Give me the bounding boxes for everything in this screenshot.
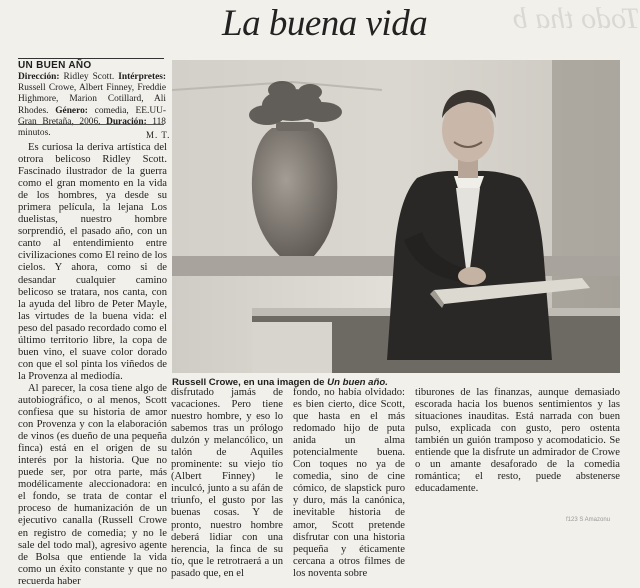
- paragraph: fondo, no había olvidado: es bien cierto, dice Scott, que hasta en el más redomado hijo de puta anida un alma potencialmente buena. Con toques no ya de comedia, sino de cine cómico, de slapstick puro y duro, más la canónica, inevitable historia de amor, Scott pretende disfrutar con una historia pequeña y éticamente cercana a otros filmes de los noventa sobre: [293, 387, 405, 579]
- paragraph: tiburones de las finanzas, aunque demasiado escorada hacia los buenos sentimientos y las situaciones inauditas. Está narrada con buen pulso, explicada con gusto, pero ostenta también un guión tramposo y acomodaticio. Se entiende que la disfrute un admirador de Crowe o un amante desaforado de la comedia romántica; el resto, puede abstenerse educadamente.: [415, 387, 620, 495]
- credit-value-cast: Russell Crowe, Albert Finney, Freddie Highmore, Marion Cotillard, Ali Rhodes.: [18, 83, 166, 116]
- credit-label-cast: Intérpretes:: [118, 72, 167, 82]
- credit-label-direction: Dirección:: [18, 72, 60, 82]
- article-column-3: [293, 387, 405, 580]
- credit-label-genre: Género:: [55, 105, 88, 116]
- scan-watermark: f123 S Amazonu: [566, 517, 611, 523]
- photo-illustration: [172, 60, 620, 373]
- divider: [18, 58, 164, 59]
- headline: La buena vida: [222, 3, 428, 44]
- divider: [18, 124, 164, 125]
- article-column-4: [415, 387, 620, 495]
- caption-text: Russell Crowe, en una imagen de: [172, 377, 328, 388]
- credit-label-duration: Duración:: [106, 116, 147, 127]
- article-column-1: [18, 142, 167, 588]
- author-initials: M. T.: [146, 130, 171, 140]
- credit-value-duration: 118 minutos.: [18, 116, 166, 139]
- caption-film-title: Un buen año.: [327, 377, 388, 388]
- article-column-2: [171, 387, 283, 580]
- film-still-photo: [172, 60, 620, 373]
- credit-value-genre: comedia, EE.UU-Gran Bretaña, 2006.: [18, 105, 167, 127]
- bleed-through-text: Todo tha b: [512, 2, 640, 35]
- paragraph: Es curiosa la deriva artística del otrora belicoso Ridley Scott. Fascinado ilustrador de la guerra como el gran momento en la vida de los hombres, ya desde su primera película, la lejana Los duelistas, nuestro hombre sorprendió, el pasado año, con un canto al entendimiento entre civilizaciones como El reino de los cielos. Y ahora, como si de desandar cualquier camino belicoso se tratara, nos canta, con la ayuda del libro de Peter Mayle, las virtudes de la buena vida: el peso del pasado recordado como el último territorio libre, la copa de buen vino, el suave color dorado con que el sol pinta los viñedos de la Provenza al mediodía.: [18, 142, 167, 382]
- section-label: UN BUEN AÑO: [18, 60, 92, 71]
- paragraph: Al parecer, la cosa tiene algo de autobiográfico, o al menos, Scott confiesa que su historia de amor con Provenza y con la elaboración de vinos (es dueño de una pequeña finca) está en el origen de su interés por la historia. Que no puede ser, por otra parte, más modélicamente aleccionadora: en el fondo, se trata de contar el proceso de humanización de un ejecutivo canalla (Russell Crowe en registro de comedia; y no le sale del todo mal), agresivo agente de Bolsa que entiende la vida como un éxito constante y que no recuerda haber: [18, 382, 167, 587]
- paragraph: disfrutado jamás de vacaciones. Pero tiene nuestro hombre, y eso lo sabemos tras un prólogo dulzón y melancólico, un talón de Aquiles prominente: su viejo tío (Albert Finney) le inculcó, junto a su afán de triunfo, el gusto por las buenas cosas. Y de pronto, nuestro hombre deberá lidiar con una herencia, la finca de su tío, que le retrotraerá a un pasado que, en el: [171, 387, 283, 579]
- credit-value-direction: Ridley Scott.: [63, 72, 115, 82]
- film-credits: [18, 72, 166, 139]
